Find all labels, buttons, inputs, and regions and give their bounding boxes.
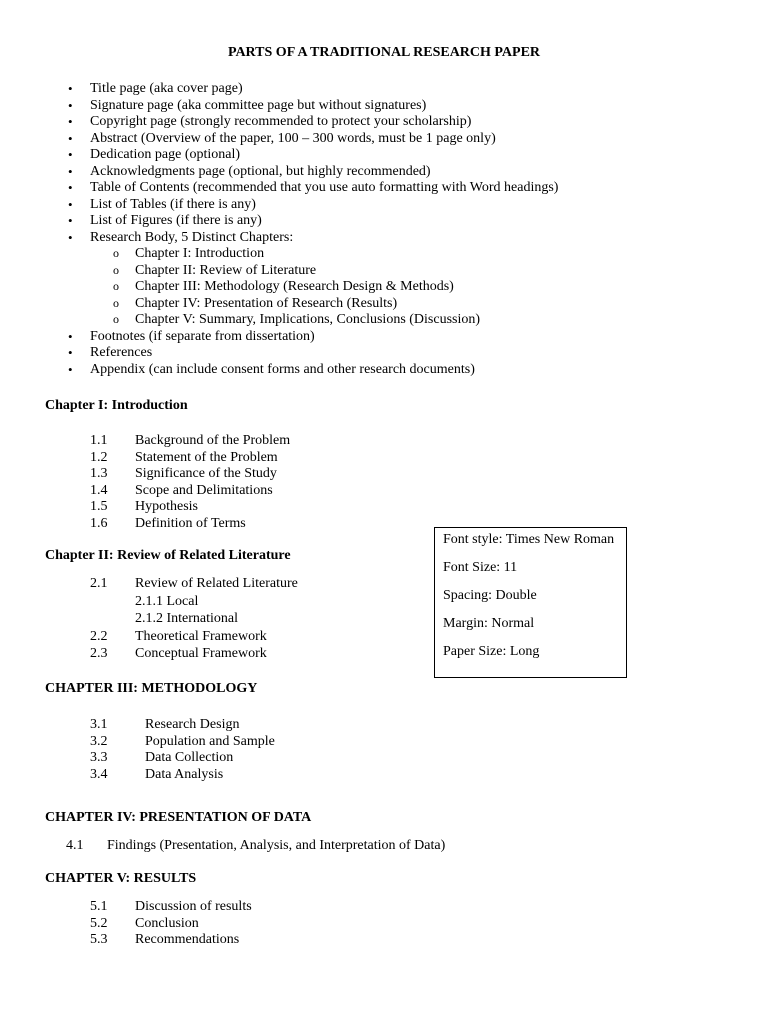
sublist-item: o Chapter II: Review of Literature [90, 263, 706, 280]
chapters-sublist [90, 246, 706, 329]
section-text: Population and Sample [145, 733, 275, 749]
section-number: 3.2 [90, 733, 108, 749]
list-item: • Footnotes (if separate from dissertation) [66, 329, 706, 346]
sublist-item: o Chapter I: Introduction [90, 246, 706, 263]
format-margin: Margin: Normal [443, 616, 535, 631]
section-number: 5.2 [90, 915, 108, 931]
section-text: Conclusion [135, 915, 199, 931]
section-text: Significance of the Study [135, 466, 277, 481]
section-item [90, 499, 290, 516]
section-text: Background of the Problem [135, 433, 291, 448]
section-text: Theoretical Framework [135, 628, 267, 644]
list-item: • Dedication page (optional) [66, 147, 706, 164]
section-item [66, 838, 445, 855]
section-text: Recommendations [135, 932, 240, 947]
section-number: 1.4 [90, 482, 108, 498]
section-text: Scope and Delimitations [135, 482, 273, 498]
section-item [90, 717, 275, 734]
list-item-research-body [66, 230, 706, 329]
subsection-item: 2.1.2 International [135, 611, 239, 626]
section-number: 1.3 [90, 466, 108, 481]
chapter-2-list [90, 576, 298, 664]
format-font-style: Font style: Times New Roman [443, 532, 615, 547]
section-item [90, 629, 298, 647]
section-number: 1.5 [90, 499, 108, 514]
format-info-box [434, 527, 627, 678]
section-number: 2.2 [90, 628, 108, 644]
section-item [90, 899, 252, 916]
page-title: PARTS OF A TRADITIONAL RESEARCH PAPER [227, 45, 541, 60]
section-number: 3.3 [90, 750, 108, 765]
section-text: Discussion of results [135, 899, 252, 914]
chapter-4-list [66, 838, 445, 855]
chapter-2-heading: Chapter II: Review of Related Literature [45, 548, 291, 563]
list-item: • Appendix (can include consent forms and other research documents) [66, 362, 706, 379]
section-text: Data Analysis [145, 766, 224, 782]
list-item: • References [66, 345, 706, 362]
section-text: Conceptual Framework [135, 646, 267, 661]
sublist-item: o Chapter V: Summary, Implications, Conclusions (Discussion) [90, 312, 706, 329]
list-item: • Abstract (Overview of the paper, 100 – 300 words, must be 1 page only) [66, 131, 706, 148]
section-item [90, 750, 275, 767]
format-paper-size: Paper Size: Long [443, 644, 540, 659]
list-item: • List of Tables (if there is any) [66, 197, 706, 214]
section-number: 5.3 [90, 932, 108, 947]
section-item [90, 483, 290, 500]
section-number: 4.1 [66, 838, 84, 853]
section-item [90, 734, 275, 751]
section-text: Findings (Presentation, Analysis, and Interpretation of Data) [107, 838, 446, 853]
section-text: Review of Related Literature [135, 576, 298, 591]
section-text: Hypothesis [135, 499, 198, 514]
section-number: 2.3 [90, 646, 108, 661]
list-item-label: Research Body, 5 Distinct Chapters: [90, 229, 294, 245]
section-item [90, 516, 290, 533]
section-number: 3.4 [90, 766, 108, 782]
chapter-3-heading: CHAPTER III: METHODOLOGY [45, 681, 258, 696]
section-text: Statement of the Problem [135, 449, 278, 465]
section-item [90, 576, 298, 594]
list-item: • Signature page (aka committee page but without signatures) [66, 98, 706, 115]
section-item [90, 767, 275, 784]
section-text: Research Design [145, 717, 240, 732]
section-number: 1.6 [90, 515, 108, 531]
chapter-5-heading: CHAPTER V: RESULTS [45, 871, 197, 886]
section-text: Data Collection [145, 750, 234, 765]
parts-list [66, 81, 706, 378]
sublist-item: o Chapter III: Methodology (Research Design & Methods) [90, 279, 706, 296]
section-item [90, 646, 298, 664]
section-item [90, 466, 290, 483]
section-number: 1.2 [90, 449, 108, 465]
chapter-1-list [90, 433, 290, 532]
sublist-item: o Chapter IV: Presentation of Research (Results) [90, 296, 706, 313]
section-number: 5.1 [90, 899, 108, 914]
section-number: 1.1 [90, 433, 108, 448]
list-item: • Copyright page (strongly recommended to protect your scholarship) [66, 114, 706, 131]
chapter-5-list [90, 899, 252, 949]
list-item: • List of Figures (if there is any) [66, 213, 706, 230]
list-item: • Title page (aka cover page) [66, 81, 706, 98]
section-item [90, 450, 290, 467]
section-number: 2.1 [90, 576, 108, 591]
format-font-size: Font Size: 11 [443, 560, 518, 575]
section-number: 3.1 [90, 717, 108, 732]
section-item [90, 932, 252, 949]
list-item: • Acknowledgments page (optional, but highly recommended) [66, 164, 706, 181]
list-item: • Table of Contents (recommended that you use auto formatting with Word headings) [66, 180, 706, 197]
subsection-item: 2.1.1 Local [135, 593, 199, 609]
chapter-3-list [90, 717, 275, 783]
section-text: Definition of Terms [135, 515, 246, 531]
chapter-1-heading: Chapter I: Introduction [45, 398, 188, 413]
chapter-4-heading: CHAPTER IV: PRESENTATION OF DATA [45, 810, 312, 825]
section-item [90, 433, 290, 450]
format-spacing: Spacing: Double [443, 588, 537, 603]
section-item [90, 916, 252, 933]
